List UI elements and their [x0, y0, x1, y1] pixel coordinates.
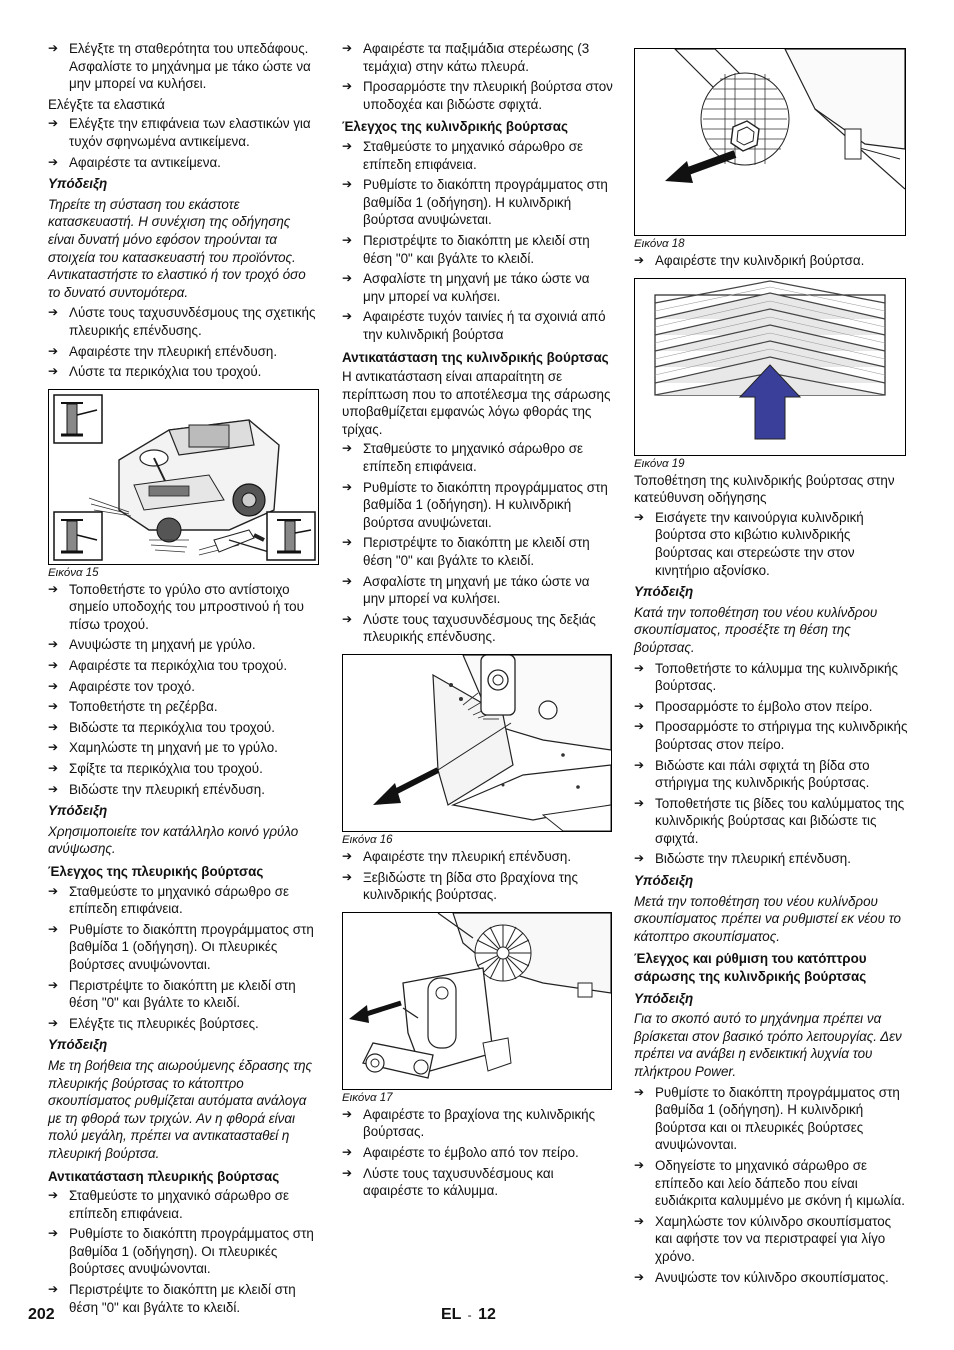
section-heading: Έλεγχος και ρύθμιση του κατόπτρου σάρωσης της κυλινδρικής βούρτσας [634, 951, 867, 985]
figure-caption: Εικόνα 17 [342, 1091, 393, 1104]
jack-icon [267, 512, 315, 560]
step: ➔ Τοποθετήστε τη ρεζέρβα. [48, 699, 218, 715]
arrow-right-icon: ➔ [48, 116, 59, 131]
arrow-right-icon: ➔ [634, 1084, 645, 1099]
arrow-right-icon: ➔ [48, 781, 59, 796]
arrow-right-icon: ➔ [634, 795, 645, 810]
step: ➔ Λύστε τους ταχυσυνδέσμους της σχετικής πλευρικής επένδυσης. [48, 305, 316, 338]
step: ➔ Βιδώστε την πλευρική επένδυση. [48, 781, 265, 797]
arrow-right-icon: ➔ [48, 1282, 59, 1297]
arrow-right-icon: ➔ [48, 364, 59, 379]
arrow-right-icon: ➔ [342, 441, 353, 456]
arrow-right-icon: ➔ [342, 573, 353, 588]
section-heading: Έλεγχος της κυλινδρικής βούρτσας [342, 119, 568, 135]
section-heading: Έλεγχος της πλευρικής βούρτσας [48, 864, 264, 879]
note-text: Χρησιμοποιείτε τον κατάλληλο κοινό γρύλο ανύψωσης. [48, 823, 299, 857]
jack-icon [54, 395, 102, 443]
figure-caption: Εικόνα 15 [48, 566, 99, 579]
arrow-right-icon: ➔ [48, 699, 59, 714]
arrow-right-icon: ➔ [342, 479, 353, 494]
brush-orientation-illustration [635, 279, 905, 455]
step: ➔ Ελέγξτε την επιφάνεια των ελαστικών για τυχόν σφηνωμένα αντικείμενα. [48, 116, 311, 149]
arrow-right-icon: ➔ [342, 41, 353, 55]
step: ➔ Ρυθμίστε το διακόπτη προγράμματος στη βαθμίδα 1 (οδήγηση). Η κυλινδρική βούρτσα και οι πλευρικές βούρτσες ανυψώνονται. [634, 1084, 900, 1153]
language-code: EL [441, 1306, 462, 1323]
step: ➔ Βιδώστε τα περικόχλια του τροχού. [48, 719, 275, 735]
step: ➔ Βιδώστε την πλευρική επένδυση. [634, 851, 851, 867]
section-heading: Αντικατάσταση πλευρικής βούρτσας [48, 1168, 280, 1184]
note-heading: Υπόδειξη [634, 584, 694, 600]
arrow-right-icon: ➔ [634, 253, 645, 267]
figure-18 [634, 48, 906, 236]
section-page-label [441, 1306, 496, 1325]
step: ➔ Λύστε τους ταχυσυνδέσμους και αφαιρέστε το κάλυμμα. [342, 1165, 554, 1199]
arrow-right-icon: ➔ [342, 271, 353, 286]
arrow-right-icon: ➔ [342, 1144, 353, 1159]
paragraph: Ελέγξτε τα ελαστικά [48, 96, 165, 112]
arrow-right-icon: ➔ [48, 678, 59, 693]
note-text: Μετά την τοποθέτηση του νέου κυλίνδρου σκουπίσματος πρέπει να ρυθμιστεί εκ νέου το κάτοπτρο σκουπίσματος. [634, 893, 901, 944]
step: ➔ Ρυθμίστε το διακόπτη προγράμματος στη βαθμίδα 1 (οδήγηση). Οι πλευρικές βούρτσες ανυψώνονται. [48, 1226, 314, 1277]
step: ➔ Αφαιρέστε την πλευρική επένδυση. [48, 343, 278, 359]
arrow-right-icon: ➔ [342, 869, 353, 884]
step: ➔ Ρυθμίστε το διακόπτη προγράμματος στη βαθμίδα 1 (οδήγηση). Η κυλινδρική βούρτσα ανυψώνεται. [342, 479, 608, 530]
step: ➔ Αφαιρέστε τα περικόχλια του τροχού. [48, 658, 288, 674]
arrow-right-icon: ➔ [634, 1269, 645, 1284]
step: ➔ Αφαιρέστε την πλευρική επένδυση. [342, 849, 572, 864]
paragraph: Τοποθέτηση της κυλινδρικής βούρτσας στην κατεύθυνση οδήγησης [634, 472, 895, 506]
note-text: Τηρείτε τη σύσταση του εκάστοτε κατασκευαστή. Η συνέχιση της οδήγησης είναι δυνατή μόνο εφόσον τηρούνται τα στοιχεία του κατασκευαστή του προϊόντος. Αντικαταστήστε το ελαστικό ή τον τροχό όσο το δυνατό συντομότερα. [48, 196, 306, 300]
separator: - [467, 1308, 472, 1322]
arrow-right-icon: ➔ [342, 611, 353, 626]
step: ➔ Σταθμεύστε το μηχανικό σάρωθρο σε επίπεδη επιφάνεια. [342, 441, 583, 475]
step: ➔ Τοποθετήστε το κάλυμμα της κυλινδρικής βούρτσας. [634, 660, 898, 694]
step: ➔ Περιστρέψτε το διακόπτη με κλειδί στη θέση "0" και βγάλτε το κλειδί. [342, 535, 590, 569]
figure-caption: Εικόνα 16 [342, 834, 393, 846]
arrow-right-icon: ➔ [48, 740, 59, 755]
cylindrical-brush-removal-illustration [635, 49, 905, 235]
step: ➔ Αφαιρέστε τυχόν ταινίες ή τα σχοινιά από την κυλινδρική βούρτσα [342, 309, 606, 342]
note-text: Για το σκοπό αυτό το μηχάνημα πρέπει να βρίσκεται στον βασικό τρόπο λειτουργίας. Δεν πρέπει να ανάβει η ενδεικτική λυχνία του πλήκτρου Power. [634, 1011, 902, 1079]
arrow-right-icon: ➔ [342, 535, 353, 550]
step: ➔ Εισάγετε την καινούργια κυλινδρική βούρτσα στο κιβώτιο κυλινδρικής βούρτσας και στερεώστε την στον κινητήριο αξονίσκο. [634, 509, 864, 578]
arrow-right-icon: ➔ [634, 1157, 645, 1172]
sweeper-jack-illustration [49, 390, 318, 564]
step: ➔ Προσαρμόστε την πλευρική βούρτσα στον υποδοχέα και βιδώστε σφιχτά. [342, 79, 613, 112]
step: ➔ Σφίξτε τα περικόχλια του τροχού. [48, 761, 263, 777]
arrow-right-icon: ➔ [48, 761, 59, 776]
step: ➔ Ασφαλίστε τη μηχανή με τάκο ώστε να μην μπορεί να κυλήσει. [342, 271, 590, 304]
column-2 [342, 40, 614, 1203]
step: ➔ Ανυψώστε τη μηχανή με γρύλο. [48, 637, 256, 653]
step: ➔ Οδηγείστε το μηχανικό σάρωθρο σε επίπεδο και λείο δάπεδο που είναι ευδιάκριτα καλυμμένο με σκόνη ή κιμωλία. [634, 1157, 905, 1209]
step: ➔ Τοποθετήστε το γρύλο στο αντίστοιχο σημείο υποδοχής του μπροστινού ή του πίσω τροχού. [48, 581, 304, 632]
step: ➔ Προσαρμόστε το στήριγμα της κυλινδρικής βούρτσας στον πείρο. [634, 719, 908, 752]
step: ➔ Χαμηλώστε τον κύλινδρο σκουπίσματος και αφήστε τον να περιστραφεί για λίγο χρόνο. [634, 1213, 892, 1264]
step: ➔ Αφαιρέστε τον τροχό. [48, 678, 195, 694]
arrow-right-icon: ➔ [634, 1213, 645, 1228]
step: ➔ Περιστρέψτε το διακόπτη με κλειδί στη θέση "0" και βγάλτε το κλειδί. [48, 1282, 296, 1315]
figure-16 [342, 654, 612, 832]
step: ➔ Λύστε τους ταχυσυνδέσμους της δεξιάς πλευρικής επένδυσης. [342, 611, 596, 645]
step: ➔ Ρυθμίστε το διακόπτη προγράμματος στη βαθμίδα 1 (οδήγηση). Οι πλευρικές βούρτσες ανυψώνονται. [48, 921, 314, 972]
step: ➔ Ξεβιδώστε τη βίδα στο βραχίονα της κυλινδρικής βούρτσας. [342, 869, 578, 903]
section-page-number: 12 [478, 1306, 496, 1323]
note-heading: Υπόδειξη [48, 176, 108, 192]
arrow-right-icon: ➔ [48, 1188, 59, 1203]
note-text: Κατά την τοποθέτηση του νέου κυλίνδρου σκουπίσματος, προσέξτε τη θέση της βούρτσας. [634, 604, 878, 655]
step: ➔ Ελέγξτε τη σταθερότητα του υπεδάφους. Ασφαλίστε το μηχάνημα με τάκο ώστε να μην μπορεί να κυλήσει. [48, 41, 311, 92]
step: ➔ Σταθμεύστε το μηχανικό σάρωθρο σε επίπεδη επιφάνεια. [48, 883, 289, 917]
arrow-right-icon: ➔ [634, 757, 645, 772]
note-heading: Υπόδειξη [634, 873, 694, 889]
step: ➔ Λύστε τα περικόχλια του τροχού. [48, 364, 262, 380]
note-text: Με τη βοήθεια της αιωρούμενης έδρασης της πλευρικής βούρτσας το κάτοπτρο σκουπίσματος ρυθμίζεται αυτόματα ανάλογα με τη φθορά των τριχών. Αν η φθορά είναι πολύ μεγάλη, πρέπει να αντικατασταθεί η πλευρική βούρτσα. [48, 1057, 313, 1161]
figure-caption: Εικόνα 19 [634, 457, 685, 470]
note-heading: Υπόδειξη [48, 1037, 108, 1053]
note-heading: Υπόδειξη [634, 990, 694, 1006]
arrow-right-icon: ➔ [48, 154, 59, 169]
arrow-right-icon: ➔ [342, 177, 353, 192]
arrow-right-icon: ➔ [48, 1015, 59, 1030]
step: ➔ Τοποθετήστε τις βίδες του καλύμματος της κυλινδρικής βούρτσας και βιδώστε τις σφιχτά. [634, 795, 905, 846]
arrow-right-icon: ➔ [634, 698, 645, 713]
arrow-right-icon: ➔ [48, 305, 59, 320]
arrow-right-icon: ➔ [342, 1106, 353, 1121]
arrow-right-icon: ➔ [634, 719, 645, 734]
step: ➔ Σταθμεύστε το μηχανικό σάρωθρο σε επίπεδη επιφάνεια. [342, 138, 583, 172]
step: ➔ Ελέγξτε τις πλευρικές βούρτσες. [48, 1015, 259, 1031]
arrow-right-icon: ➔ [48, 581, 59, 596]
arrow-right-icon: ➔ [634, 660, 645, 675]
brush-arm-removal-illustration [343, 913, 611, 1089]
step: ➔ Αφαιρέστε το έμβολο από τον πείρο. [342, 1144, 579, 1160]
step: ➔ Χαμηλώστε τη μηχανή με το γρύλο. [48, 740, 278, 756]
step: ➔ Αφαιρέστε το βραχίονα της κυλινδρικής βούρτσας. [342, 1106, 596, 1140]
figure-caption: Εικόνα 18 [634, 238, 685, 250]
side-cover-removal-illustration [343, 655, 611, 831]
figure-17 [342, 912, 612, 1090]
figure-15 [48, 389, 319, 565]
section-heading: Αντικατάσταση της κυλινδρικής βούρτσας [342, 349, 609, 365]
step: ➔ Σταθμεύστε το μηχανικό σάρωθρο σε επίπεδη επιφάνεια. [48, 1188, 289, 1221]
page-number: 202 [28, 1306, 55, 1323]
arrow-right-icon: ➔ [48, 883, 59, 898]
column-1 [48, 40, 320, 1319]
arrow-right-icon: ➔ [48, 41, 59, 55]
step: ➔ Ανυψώστε τον κύλινδρο σκουπίσματος. [634, 1269, 889, 1285]
column-3 [634, 40, 908, 1289]
arrow-right-icon: ➔ [48, 719, 59, 734]
step: ➔ Περιστρέψτε το διακόπτη με κλειδί στη θέση "0" και βγάλτε το κλειδί. [342, 232, 590, 266]
step: ➔ Αφαιρέστε την κυλινδρική βούρτσα. [634, 253, 865, 268]
arrow-right-icon: ➔ [48, 637, 59, 652]
step: ➔ Αφαιρέστε τα αντικείμενα. [48, 154, 221, 170]
arrow-right-icon: ➔ [48, 1226, 59, 1241]
jack-icon [54, 512, 102, 560]
arrow-right-icon: ➔ [48, 658, 59, 673]
step: ➔ Αφαιρέστε τα παξιμάδια στερέωσης (3 τεμάχια) στην κάτω πλευρά. [342, 41, 590, 74]
arrow-right-icon: ➔ [342, 1165, 353, 1180]
arrow-right-icon: ➔ [48, 977, 59, 992]
step: ➔ Προσαρμόστε το έμβολο στον πείρο. [634, 698, 873, 714]
arrow-right-icon: ➔ [342, 309, 353, 324]
arrow-right-icon: ➔ [634, 509, 645, 524]
paragraph: Η αντικατάσταση είναι απαραίτητη σε περίπτωση που το αποτέλεσμα της σάρωσης υποβαθμίζεται εμφανώς λόγω φθοράς της τρίχας. [342, 369, 611, 437]
step: ➔ Περιστρέψτε το διακόπτη με κλειδί στη θέση "0" και βγάλτε το κλειδί. [48, 977, 296, 1011]
arrow-right-icon: ➔ [634, 851, 645, 866]
arrow-right-icon: ➔ [48, 343, 59, 358]
step: ➔ Βιδώστε και πάλι σφιχτά τη βίδα στο στήριγμα της κυλινδρικής βούρτσας. [634, 757, 870, 791]
arrow-right-icon: ➔ [342, 232, 353, 247]
arrow-right-icon: ➔ [342, 138, 353, 153]
step: ➔ Ασφαλίστε τη μηχανή με τάκο ώστε να μην μπορεί να κυλήσει. [342, 573, 590, 607]
arrow-right-icon: ➔ [342, 849, 353, 863]
step: ➔ Ρυθμίστε το διακόπτη προγράμματος στη βαθμίδα 1 (οδήγηση). Η κυλινδρική βούρτσα ανυψώνεται. [342, 177, 608, 228]
arrow-right-icon: ➔ [342, 79, 353, 94]
arrow-right-icon: ➔ [48, 921, 59, 936]
figure-19 [634, 278, 906, 456]
note-heading: Υπόδειξη [48, 803, 108, 819]
